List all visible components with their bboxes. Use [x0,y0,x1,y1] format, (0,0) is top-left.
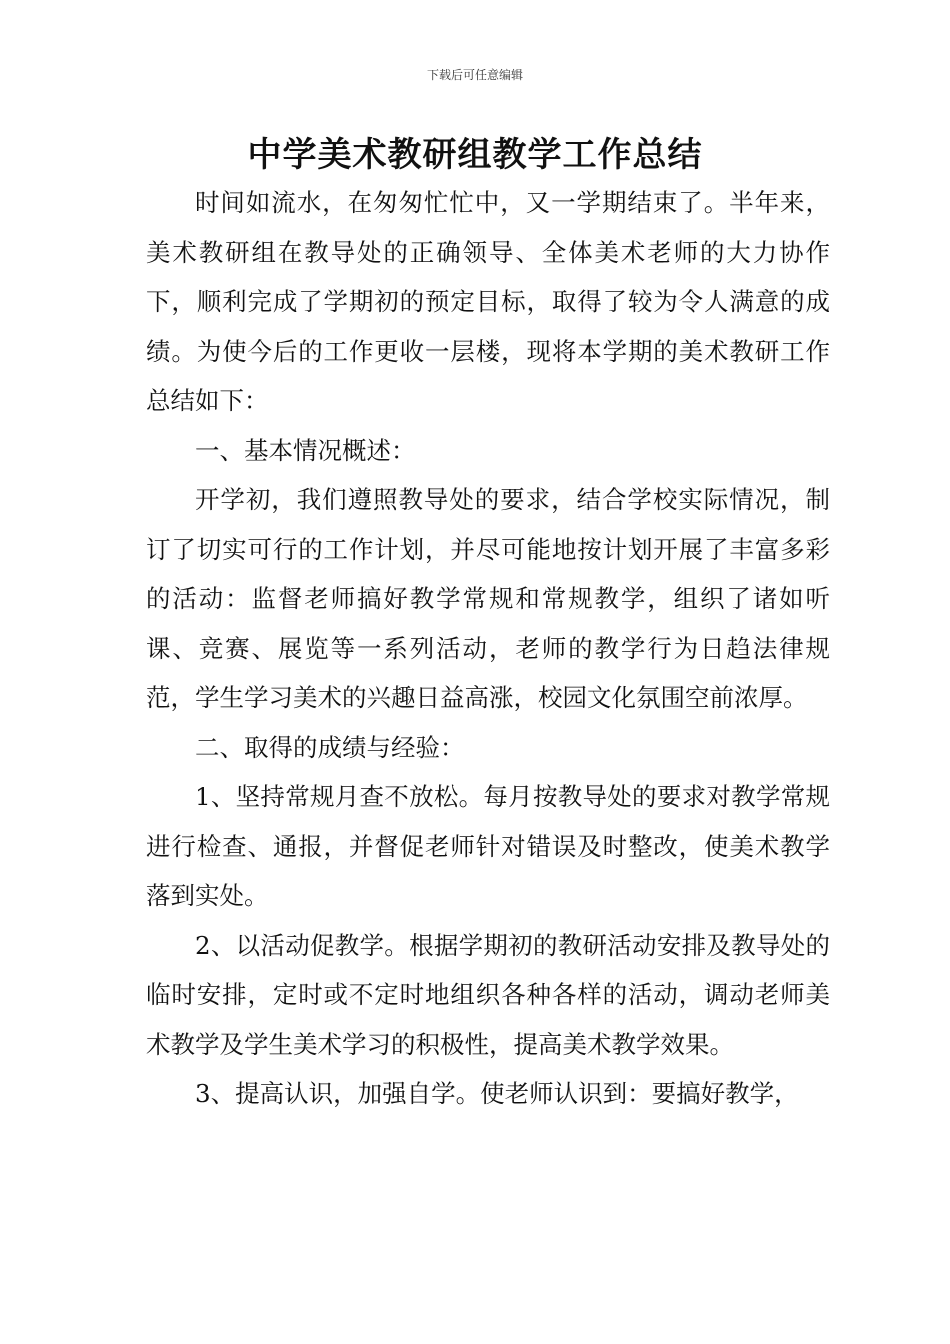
paragraph-point-1: 1、坚持常规月查不放松。每月按教导处的要求对教学常规进行检查、通报，并督促老师针对错误及时整改，使美术教学落到实处。 [146,782,830,910]
section-heading-2: 二、取得的成绩与经验： [195,732,465,762]
paragraph-point-2: 2、以活动促教学。根据学期初的教研活动安排及教导处的临时安排，定时或不定时地组织各种各样的活动，调动老师美术教学及学生美术学习的积极性，提高美术教学效果。 [146,930,830,1059]
document-title: 中学美术教研组教学工作总结 [247,135,703,175]
paragraph-point-3: 3、提高认识，加强自学。使老师认识到：要搞好教学， [195,1079,799,1108]
section-heading-1: 一、基本情况概述： [195,435,416,465]
document-body [146,178,830,1119]
paragraph-intro: 时间如流水，在匆匆忙忙中，又一学期结束了。半年来，美术教研组在教导处的正确领导、全体美术老师的大力协作下，顺利完成了学期初的预定目标，取得了较为令人满意的成绩。为使今后的工作更收一层楼，现将本学期的美术教研工作总结如下： [146,188,830,415]
paragraph-overview: 开学初，我们遵照教导处的要求，结合学校实际情况，制订了切实可行的工作计划，并尽可能地按计划开展了丰富多彩的活动：监督老师搞好教学常规和常规教学，组织了诸如听课、竞赛、展览等一系列活动，老师的教学行为日趋法律规范，学生学习美术的兴趣日益高涨，校园文化氛围空前浓厚。 [146,485,830,712]
header-note: 下载后可任意编辑 [426,68,523,82]
